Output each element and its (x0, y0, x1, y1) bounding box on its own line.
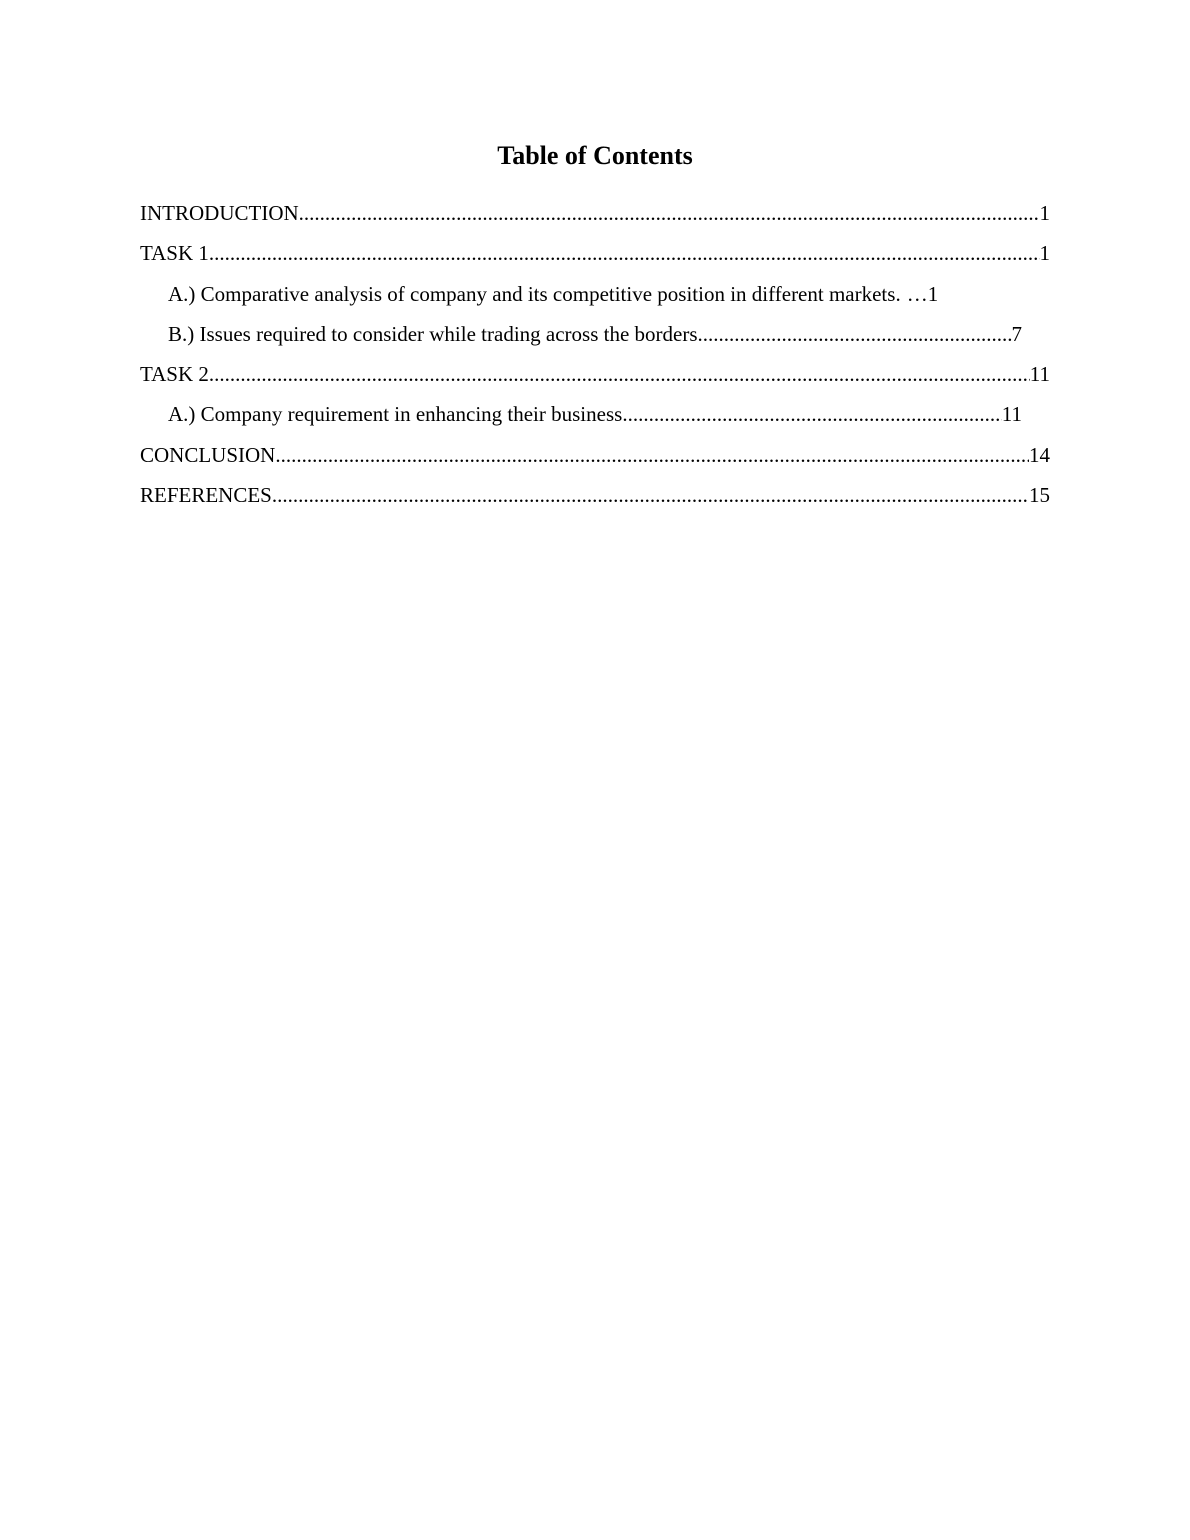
toc-entry-task-1[interactable] (140, 239, 1050, 267)
toc-dot-leader (272, 481, 1029, 509)
toc-dot-leader (209, 239, 1040, 267)
toc-entry-label: CONCLUSION (140, 443, 276, 467)
toc-entry-page-number: 1 (927, 282, 939, 306)
toc-entry-label: A.) Company requirement in enhancing their business (168, 402, 623, 426)
toc-entry-page-number: 7 (1011, 322, 1022, 346)
toc-entry-label: TASK 2 (140, 362, 209, 386)
toc-dot-leader (275, 441, 1029, 469)
toc-entry-task-2-a[interactable] (168, 400, 1022, 428)
toc-entry-label: TASK 1 (140, 241, 209, 265)
toc-entry-task-1-b[interactable] (168, 320, 1022, 348)
toc-entry-page-number: 14 (1029, 443, 1050, 467)
toc-entry-label: B.) Issues required to consider while trading across the borders (168, 322, 698, 346)
toc-entry-task-1-a[interactable] (168, 280, 1022, 308)
toc-dot-leader (698, 320, 1012, 348)
toc-dot-leader (209, 360, 1030, 388)
toc-entry-conclusion[interactable] (140, 441, 1050, 469)
toc-entry-page-number: 11 (1029, 362, 1050, 386)
toc-entry-label: REFERENCES (140, 483, 272, 507)
toc-entry-page-number: 11 (1001, 402, 1022, 426)
toc-entry-page-number: 1 (1039, 241, 1050, 265)
toc-entry-label: A.) Comparative analysis of company and its competitive position in different markets. (168, 282, 901, 306)
toc-entry-page-number: 1 (1039, 201, 1050, 225)
toc-dot-leader (901, 280, 928, 308)
toc-entry-task-2[interactable] (140, 360, 1050, 388)
toc-entry-references[interactable] (140, 481, 1050, 509)
toc-entry-page-number: 15 (1029, 483, 1050, 507)
toc-dot-leader (299, 199, 1040, 227)
toc-title: Table of Contents (497, 141, 693, 170)
toc-entry-introduction[interactable] (140, 199, 1050, 227)
toc-dot-leader (622, 400, 1001, 428)
toc-entry-label: INTRODUCTION (140, 201, 299, 225)
